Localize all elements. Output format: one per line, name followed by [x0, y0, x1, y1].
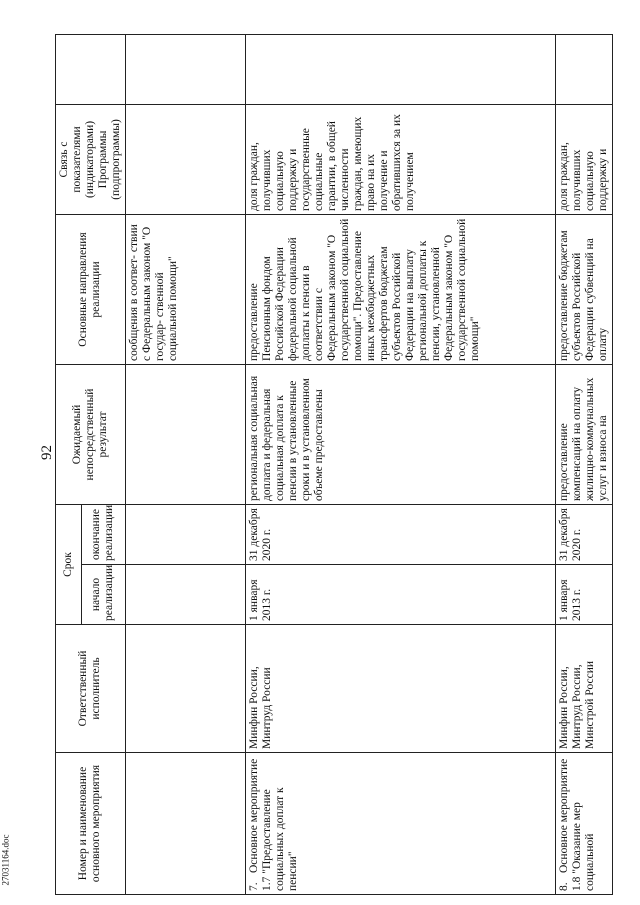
table-row [125, 34, 245, 894]
row-executor: Минфин России, Минтруд России [245, 625, 555, 753]
row-spacer [125, 34, 245, 104]
row-end [125, 504, 245, 564]
header-executor: Ответственный исполнитель [56, 625, 126, 753]
row-executor: Минфин России, Минтруд России, Минстрой России [555, 625, 612, 753]
header-expected-result: Ожидаемый непосредственный результат [56, 364, 126, 504]
table-row [555, 34, 612, 894]
row-start: 1 января 2013 г. [245, 565, 555, 625]
row-directions: сообщения в соответ- ствии с Федеральным законом "О государ- ственной социальной помощи" [125, 214, 245, 364]
program-activities-table [55, 34, 613, 895]
row-start: 1 января 2013 г. [555, 565, 612, 625]
header-directions: Основные направления реализации [56, 214, 126, 364]
row-activity-name [125, 753, 245, 895]
row-spacer [245, 34, 555, 104]
page-number: 92 [39, 445, 55, 460]
row-result: предоставление компенсаций на оплату жилищно-коммунальных услуг и взноса на [555, 364, 612, 504]
row-start [125, 565, 245, 625]
row-result [125, 364, 245, 504]
header-term-end: окончание реализации [81, 504, 125, 564]
row-executor [125, 625, 245, 753]
row-activity-name: 8.Основное мероприятие 1.8 "Оказание мер социальной [555, 753, 612, 895]
row-directions: предоставление Пенсионным фондом Российской Федерации федеральной социальной доплаты к пенсии в соответствии с Федеральным законом "О государственной социальной помощи". Предоставление иных межбюджетных трансфертов бюджетам субъектов Российской Федерации на выплату региональной доплаты к пенсии, установленной Федеральным законом "О государственной социальной помощи" [245, 214, 555, 364]
row-result: региональная социальная доплата и федеральная социальная доплата к пенсии в установленные сроки и в установленном объеме предоставлены [245, 364, 555, 504]
header-term-start: начало реализации [81, 565, 125, 625]
row-activity-name: 7.Основное мероприятие 1.7 "Предоставление социальных доплат к пенсии" [245, 753, 555, 895]
header-activity-name: Номер и наименование основного мероприятия [56, 753, 126, 895]
row-end: 31 декабря 2020 г. [555, 504, 612, 564]
row-indicator-link [125, 104, 245, 214]
row-directions: предоставление бюджетам субъектов Российской Федерации субвенций на оплату [555, 214, 612, 364]
row-spacer [555, 34, 612, 104]
header-term: Срок [56, 504, 82, 624]
row-indicator-link: доля граждан, получивших социальную поддержку и [555, 104, 612, 214]
row-end: 31 декабря 2020 г. [245, 504, 555, 564]
header-indicator-link: Связь с показателями (индикаторами) Программы (подпрограммы) [56, 104, 126, 214]
row-indicator-link: доля граждан, получивших социальную поддержку и государственные социальные гарантии, в общей численности граждан, имеющих право на их получение и обратившихся за их получением [245, 104, 555, 214]
table-row [245, 34, 555, 894]
header-spacer [56, 34, 126, 104]
rotated-page [55, 35, 615, 895]
document-id: 27031164.doc [0, 834, 11, 886]
